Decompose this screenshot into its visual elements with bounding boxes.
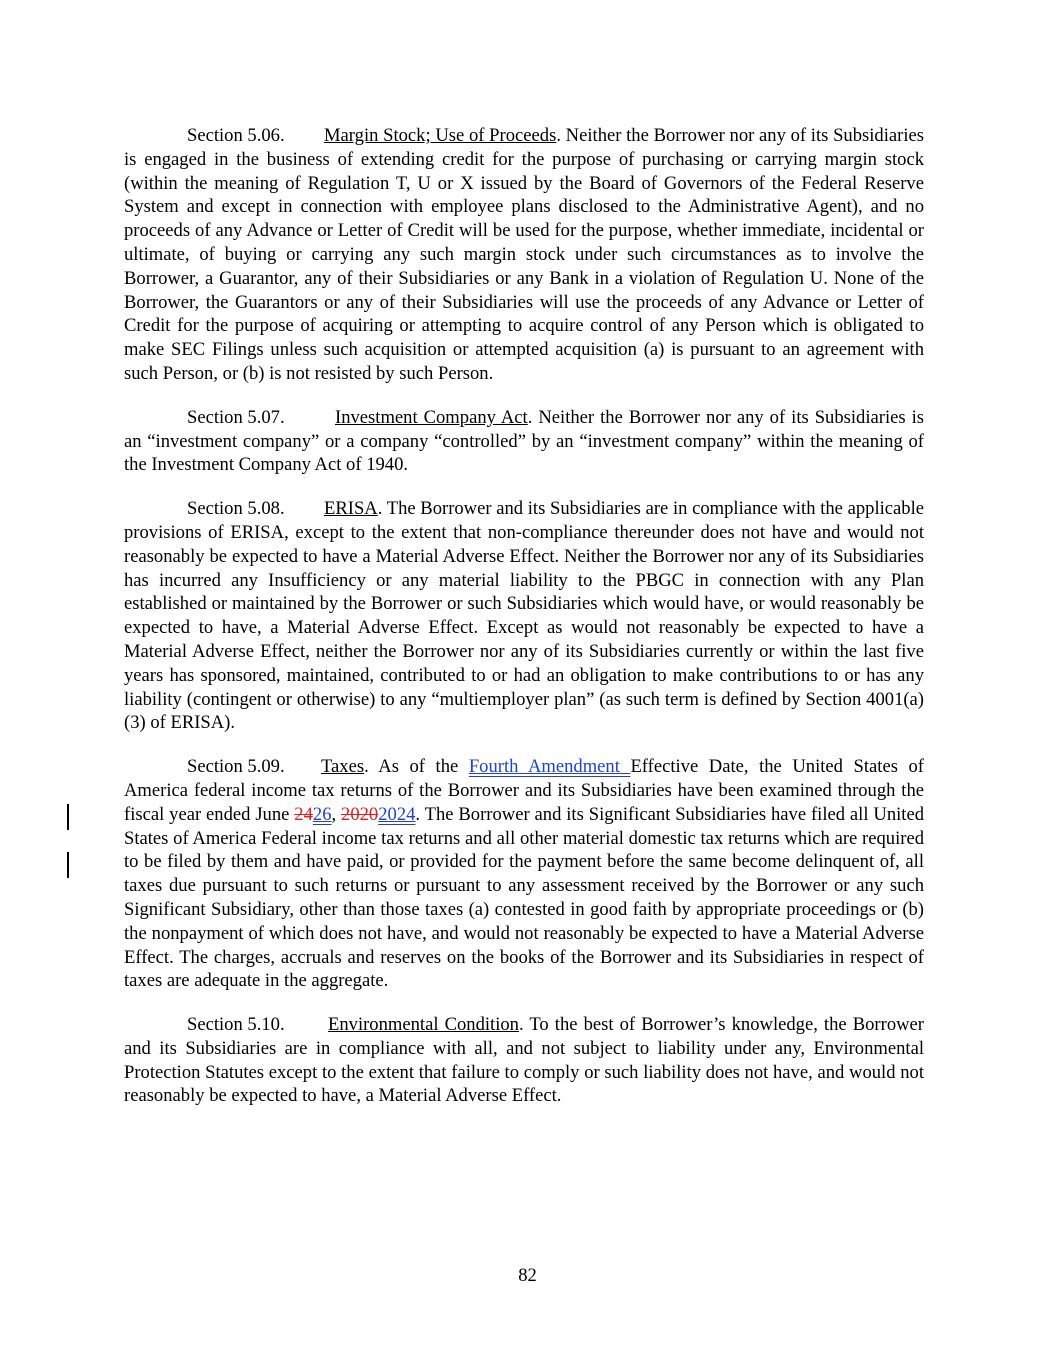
deleted-text: 2020 <box>341 803 379 825</box>
section-5-10 <box>124 1013 924 1108</box>
section-number: Section 5.08. <box>187 498 285 520</box>
section-heading: Taxes <box>321 756 365 778</box>
inserted-text: 2024 <box>378 803 416 825</box>
change-bar <box>67 852 69 878</box>
section-heading: Margin Stock; Use of Proceeds <box>324 125 557 146</box>
section-number: Section 5.07. <box>187 406 285 428</box>
section-5-06 <box>124 124 924 386</box>
section-body-part: , <box>331 803 342 825</box>
section-body: . Neither the Borrower nor any of its Subsidiaries is an “investment company” or a company “controlled” by an “investment company” within the meaning of the Investment Company Act of 1940. <box>124 406 924 476</box>
section-number: Section 5.10. <box>187 1014 285 1036</box>
section-5-09 <box>124 755 924 993</box>
section-number: Section 5.09. <box>187 756 285 778</box>
section-heading: Environmental Condition <box>328 1014 519 1036</box>
change-bar <box>67 804 69 830</box>
document-page <box>124 124 924 1128</box>
section-number: Section 5.06. <box>187 125 285 146</box>
deleted-text: 24 <box>294 803 313 825</box>
page-number: 82 <box>518 1265 537 1286</box>
section-heading: Investment Company Act <box>335 406 528 428</box>
section-body: . To the best of Borrower’s knowledge, the Borrower and its Subsidiaries are in compliance with all, and not subject to liability under any, Environmental Protection Statutes except to the extent that failure to comply or such liability does not have, and would not reasonably be expected to have, a Material Adverse Effect. <box>124 1014 924 1107</box>
section-body: . The Borrower and its Subsidiaries are in compliance with the applicable provisions of ERISA, except to the extent that non-compliance thereunder does not have and would not reasonably be expected to have a Material Adverse Effect. Neither the Borrower nor any of its Subsidiaries has incurred any Insufficiency or any material liability to the PBGC in connection with any Plan established or maintained by the Borrower or such Subsidiaries which would have, or would reasonably be expected to have, a Material Adverse Effect. Except as would not reasonably be expected to have a Material Adverse Effect, neither the Borrower nor any of its Subsidiaries currently or within the last five years has sponsored, maintained, contributed to or had an obligation to make contributions to or has any liability (contingent or otherwise) to any “multiemployer plan” (as such term is defined by Section 4001(a)(3) of ERISA). <box>124 498 924 734</box>
section-heading: ERISA <box>324 498 378 520</box>
section-body-part: . As of the <box>364 756 469 778</box>
section-body-part: Effective Date, the United States of America federal income tax returns of the Borrower and its Subsidiaries have been examined through the fiscal year ended June <box>124 756 924 825</box>
inserted-text: 26 <box>312 803 332 825</box>
inserted-text: Fourth Amendment <box>468 756 631 778</box>
section-body-part: . The Borrower and its Significant Subsidiaries have filed all United States of America Federal income tax returns and all other material domestic tax returns which are required to be filed by them and have paid, or provided for the payment before the same become delinquent of, all taxes due pursuant to such returns or pursuant to any assessment received by the Borrower or any such Significant Subsidiary, other than those taxes (a) contested in good faith by appropriate proceedings or (b) the nonpayment of which does not have, and would not reasonably be expected to have a Material Adverse Effect. The charges, accruals and reserves on the books of the Borrower and its Subsidiaries in respect of taxes are adequate in the aggregate. <box>124 803 925 992</box>
section-5-08 <box>124 497 924 735</box>
section-body: . Neither the Borrower nor any of its Subsidiaries is engaged in the business of extending credit for the purpose of purchasing or carrying margin stock (within the meaning of Regulation T, U or X issued by the Board of Governors of the Federal Reserve System and except in connection with employee plans disclosed to the Administrative Agent), and no proceeds of any Advance or Letter of Credit will be used for the purpose, whether immediate, incidental or ultimate, of buying or carrying any such margin stock under such circumstances as to involve the Borrower, a Guarantor, any of their Subsidiaries or any Bank in a violation of Regulation U. None of the Borrower, the Guarantors or any of their Subsidiaries will use the proceeds of any Advance or Letter of Credit for the purpose of acquiring or attempting to acquire control of any Person which is obligated to make SEC Filings unless such acquisition or attempted acquisition (a) is pursuant to an agreement with such Person, or (b) is not resisted by such Person. <box>124 125 924 384</box>
section-5-07 <box>124 406 924 477</box>
